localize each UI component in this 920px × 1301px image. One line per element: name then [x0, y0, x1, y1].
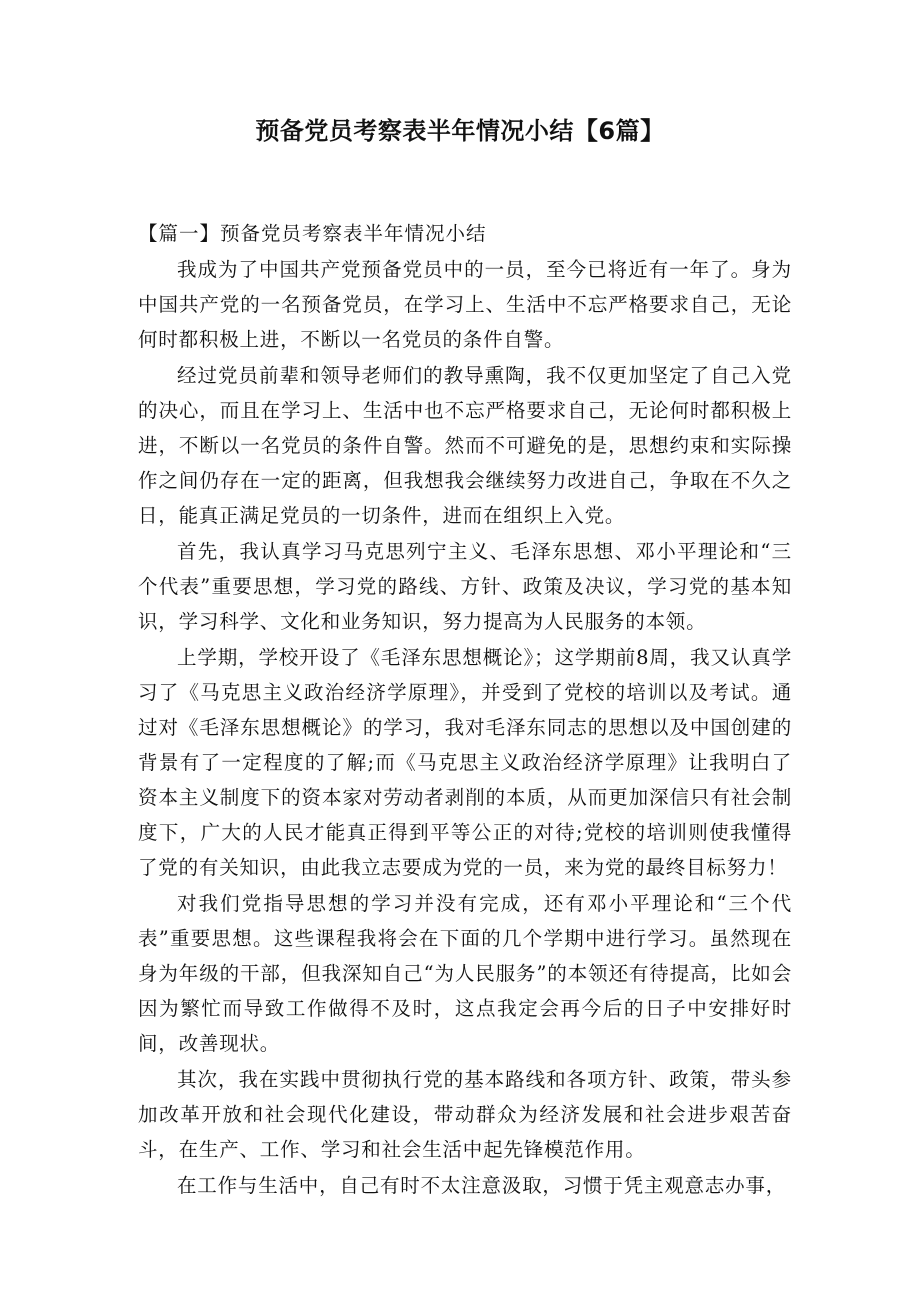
paragraph-3: 首先，我认真学习马克思列宁主义、毛泽东思想、邓小平理论和“三个代表”重要思想，学习党的路线、方针、政策及决议，学习党的基本知识，学习科学、文化和业务知识，努力提高为人民服务的本领。: [138, 540, 792, 633]
paragraph-6: 其次，我在实践中贯彻执行党的基本路线和各项方针、政策，带头参加改革开放和社会现代化建设，带动群众为经济发展和社会进步艰苦奋斗，在生产、工作、学习和社会生活中起先锋模范作用。: [138, 1068, 792, 1161]
paragraph-2: 经过党员前辈和领导老师们的教导熏陶，我不仅更加坚定了自己入党的决心，而且在学习上、生活中也不忘严格要求自己，无论何时都积极上进，不断以一名党员的条件自警。然而不可避免的是，思想约束和实际操作之间仍存在一定的距离，但我想我会继续努力改进自己，争取在不久之日，能真正满足党员的一切条件，进而在组织上入党。: [138, 364, 792, 527]
paragraph-7: 在工作与生活中，自己有时不太注意汲取，习惯于凭主观意志办事，: [177, 1174, 787, 1197]
document-title: 预备党员考察表半年情况小结【6篇】: [255, 117, 665, 145]
paragraph-1: 我成为了中国共产党预备党员中的一员，至今已将近有一年了。身为中国共产党的一名预备党员，在学习上、生活中不忘严格要求自己，无论何时都积极上进，不断以一名党员的条件自警。: [138, 258, 792, 351]
section-heading: 【篇一】预备党员考察表半年情况小结: [138, 222, 487, 245]
document-body: [138, 216, 792, 1203]
paragraph-5: 对我们党指导思想的学习并没有完成，还有邓小平理论和“三个代表”重要思想。这些课程我将会在下面的几个学期中进行学习。虽然现在身为年级的干部，但我深知自己“为人民服务”的本领还有待提高，比如会因为繁忙而导致工作做得不及时，这点我定会再今后的日子中安排好时间，改善现状。: [138, 892, 792, 1055]
paragraph-4: 上学期，学校开设了《毛泽东思想概论》；这学期前8周，我又认真学习了《马克思主义政治经济学原理》，并受到了党校的培训以及考试。通过对《毛泽东思想概论》的学习，我对毛泽东同志的思想以及中国创建的背景有了一定程度的了解;而《马克思主义政治经济学原理》让我明白了资本主义制度下的资本家对劳动者剥削的本质，从而更加深信只有社会制度下，广大的人民才能真正得到平等公正的对待;党校的培训则使我懂得了党的有关知识，由此我立志要成为党的一员，来为党的最终目标努力！: [138, 646, 792, 879]
